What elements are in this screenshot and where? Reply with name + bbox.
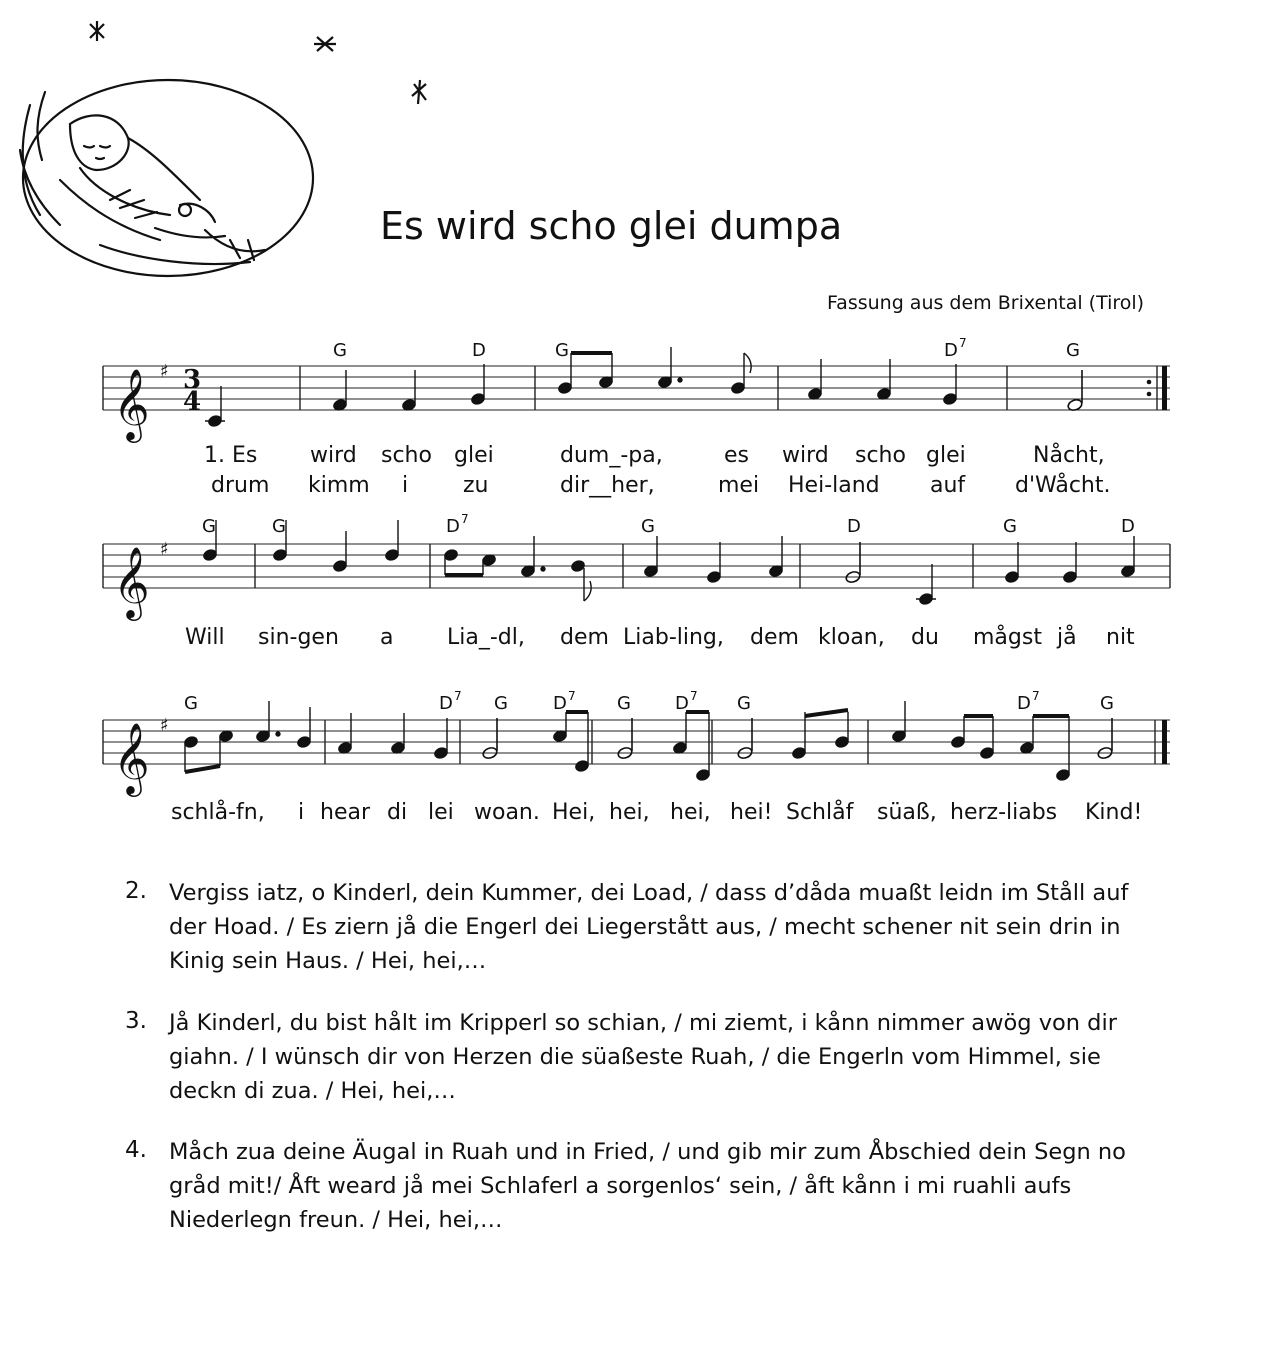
lyric-syllable: es <box>724 443 749 468</box>
lyric-syllable: kloan, <box>818 625 885 650</box>
verse-number: 4. <box>125 1137 147 1163</box>
staff-1 <box>103 347 1170 443</box>
lyric-syllable: mei <box>718 473 760 498</box>
lyric-syllable: zu <box>463 473 489 498</box>
lyric-syllable: drum <box>211 473 270 498</box>
verse-text: Jå Kinderl, du bist hålt im Kripperl so schian, / mi ziemt, i kånn nimmer awög von dir giahn. / I wünsch dir von Herzen die süaßeste Ruah, / die Engerln vom Himmel, sie deckn di zua. / Hei, hei,… <box>169 1010 1117 1104</box>
lyric-syllable: i <box>298 800 305 825</box>
chord-symbol: G <box>641 516 655 537</box>
lyric-syllable: 1. Es <box>204 443 258 468</box>
cradle-child-illustration <box>20 80 313 276</box>
chord-symbol: D <box>472 340 486 361</box>
time-signature-top: 3 <box>183 365 202 395</box>
chord-symbol: D <box>675 693 689 714</box>
chord-symbol: G <box>1003 516 1017 537</box>
lyric-syllable: Lia_-dl, <box>447 625 525 650</box>
verse-text: Vergiss iatz, o Kinderl, dein Kummer, dei Load, / dass d’dåda muaßt leidn im Ståll auf der Hoad. / Es ziern jå die Engerl dei Liegerstått aus, / mecht schener nit sein drin in Kinig sein Haus. / Hei, hei,… <box>169 880 1129 974</box>
lyric-syllable: auf <box>930 473 966 498</box>
chord-symbol: G <box>617 693 631 714</box>
lyric-syllable: Kind! <box>1085 800 1143 825</box>
chord-symbol: G <box>494 693 508 714</box>
chord-symbol: G <box>184 693 198 714</box>
staff-3 <box>103 701 1170 797</box>
lyric-syllable: scho <box>381 443 432 468</box>
treble-clef: 𝄞 <box>113 367 150 440</box>
lyric-syllable: hei, <box>609 800 650 825</box>
lyric-syllable: herz-liabs <box>950 800 1058 825</box>
chord-symbol: G <box>333 340 347 361</box>
lyric-syllable: lei <box>428 800 454 825</box>
lyric-syllable: Hei, <box>552 800 596 825</box>
lyric-syllable: hear <box>320 800 371 825</box>
chord-symbol: D <box>944 340 958 361</box>
lyric-syllable: Nåcht, <box>1033 443 1105 468</box>
lyric-syllable: a <box>380 625 394 650</box>
lyric-syllable: du <box>911 625 939 650</box>
lyric-syllable: glei <box>926 443 966 468</box>
lyric-syllable: dum_-pa, <box>560 443 663 468</box>
chord-superscript: 7 <box>454 689 462 703</box>
star-icon <box>412 80 426 104</box>
chord-symbol: G <box>272 516 286 537</box>
chord-symbol: D <box>553 693 567 714</box>
lyric-syllable: kimm <box>308 473 370 498</box>
chord-symbol: D <box>446 516 460 537</box>
treble-clef: 𝄞 <box>113 721 150 794</box>
sharp-sign: ♯ <box>160 361 169 382</box>
lyric-syllable: Liab-ling, <box>623 625 724 650</box>
chord-symbol: D <box>1121 516 1135 537</box>
lyric-syllable: Will <box>185 625 225 650</box>
chord-superscript: 7 <box>461 512 469 526</box>
verse-number: 3. <box>125 1008 147 1034</box>
lyric-syllable: nit <box>1106 625 1135 650</box>
lyric-syllable: wird <box>782 443 829 468</box>
lyric-syllable: di <box>387 800 408 825</box>
lyric-syllable: jå <box>1057 625 1077 650</box>
time-signature-bottom: 4 <box>183 387 202 417</box>
chord-symbol: D <box>439 693 453 714</box>
lyric-syllable: scho <box>855 443 906 468</box>
chord-symbol: D <box>1017 693 1031 714</box>
chord-symbol: G <box>202 516 216 537</box>
lyric-syllable: woan. <box>474 800 540 825</box>
lyric-syllable: hei! <box>730 800 773 825</box>
treble-clef: 𝄞 <box>113 545 150 618</box>
verse-text: Måch zua deine Äugal in Ruah und in Fried, / und gib mir zum Åbschied dein Segn no gråd mit!/ Åft weard jå mei Schlaferl a sorgenlos‘ sein, / åft kånn i mi ruahli aufs Niederlegn freun. / Hei, hei,… <box>169 1139 1126 1233</box>
star-icon <box>314 37 336 51</box>
lyric-syllable: sin-gen <box>258 625 339 650</box>
verse-number: 2. <box>125 878 147 904</box>
chord-symbol: G <box>1100 693 1114 714</box>
lyric-syllable: dem <box>750 625 799 650</box>
lyric-syllable: dem <box>560 625 609 650</box>
song-source: Fassung aus dem Brixental (Tirol) <box>827 292 1145 314</box>
lyric-syllable: süaß, <box>877 800 937 825</box>
lyric-syllable: mågst <box>973 625 1042 650</box>
lyric-syllable: dir__her, <box>560 473 655 498</box>
chord-superscript: 7 <box>1032 689 1040 703</box>
chord-symbol: D <box>847 516 861 537</box>
lyric-syllable: Hei-land <box>788 473 880 498</box>
lyric-syllable: glei <box>454 443 494 468</box>
chord-superscript: 7 <box>690 689 698 703</box>
star-icon <box>90 21 104 41</box>
lyric-syllable: Schlåf <box>786 800 854 825</box>
lyric-syllable: schlå-fn, <box>171 800 265 825</box>
lyric-syllable: hei, <box>670 800 711 825</box>
lyric-syllable: d'Wåcht. <box>1015 473 1111 498</box>
chord-superscript: 7 <box>568 689 576 703</box>
sharp-sign: ♯ <box>160 539 169 560</box>
chord-symbol: G <box>1066 340 1080 361</box>
sharp-sign: ♯ <box>160 715 169 736</box>
chord-symbol: G <box>737 693 751 714</box>
chord-symbol: G <box>555 340 569 361</box>
lyric-syllable: wird <box>310 443 357 468</box>
chord-superscript: 7 <box>959 336 967 350</box>
song-title: Es wird scho glei dumpa <box>380 204 843 248</box>
lyric-syllable: i <box>402 473 409 498</box>
